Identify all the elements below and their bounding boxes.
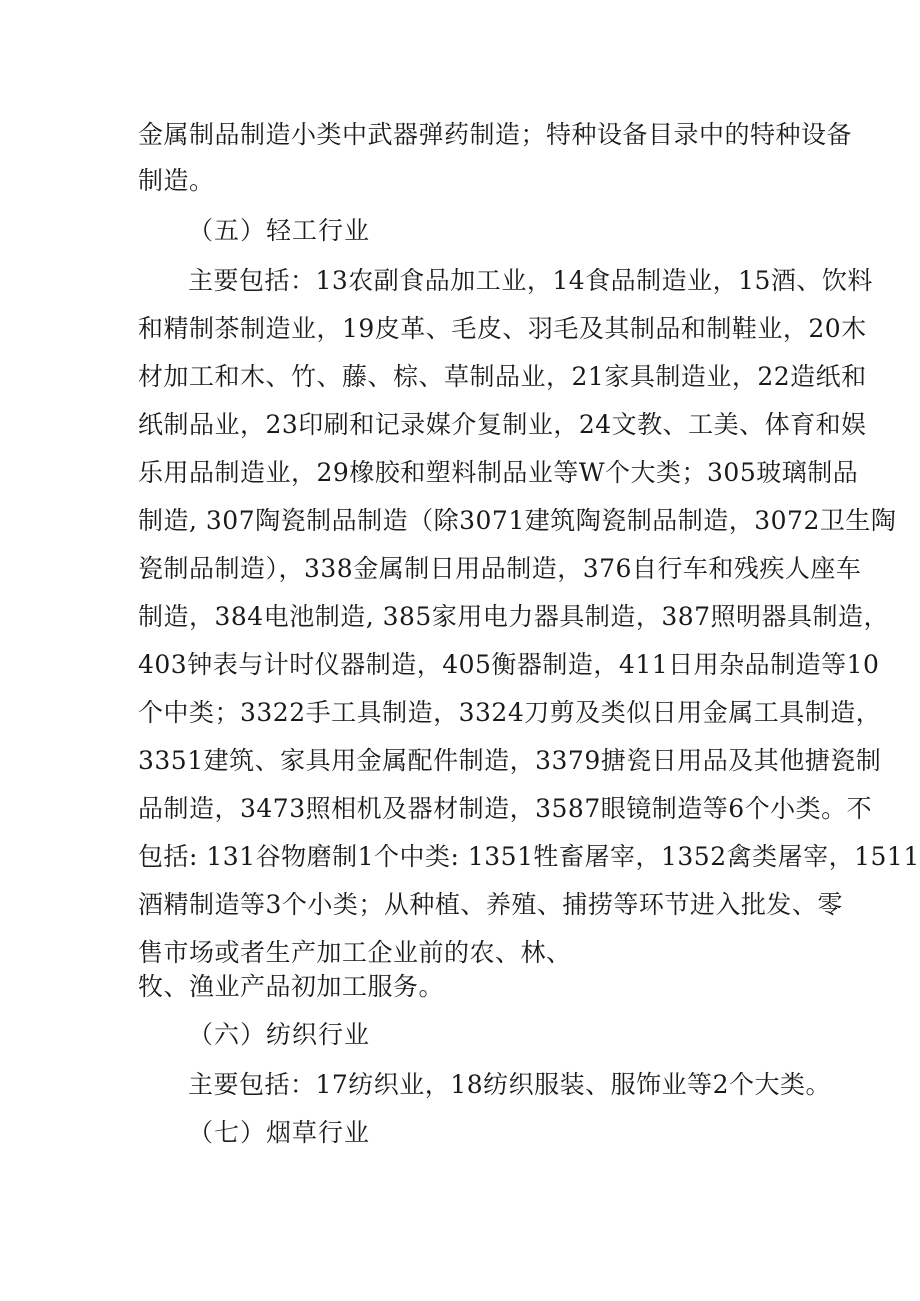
section-heading-tobacco-industry: （七）烟草行业 xyxy=(188,1118,371,1147)
text-line-4: 和精制茶制造业，19皮革、毛皮、羽毛及其制品和制鞋业，20木 xyxy=(138,314,867,343)
text-line-8: 制造, 307陶瓷制品制造（除3071建筑陶瓷制品制造，3072卫生陶 xyxy=(138,506,897,535)
text-line-10: 制造，384电池制造, 385家用电力器具制造，387照明器具制造， xyxy=(138,602,890,631)
text-line-9: 瓷制品制造），338金属制日用品制造，376自行车和残疾人座车 xyxy=(138,554,862,583)
section-heading-light-industry: （五）轻工行业 xyxy=(188,216,371,245)
text-line-7: 乐用品制造业，29橡胶和塑料制品业等W个大类；305玻璃制品 xyxy=(138,458,859,487)
text-line-11: 403钟表与计时仪器制造，405衡器制造，411日用杂品制造等10 xyxy=(138,650,880,679)
text-line-14: 品制造，3473照相机及器材制造，3587眼镜制造等6个小类。不 xyxy=(138,794,873,823)
text-line-3: 主要包括：13农副食品加工业，14食品制造业，15酒、饮料 xyxy=(188,266,873,295)
section-heading-textile-industry: （六）纺织行业 xyxy=(188,1020,371,1049)
text-line-17: 售市场或者生产加工企业前的农、林、 xyxy=(138,938,572,967)
text-line-15: 包括: 131谷物磨制1个中类: 1351牲畜屠宰，1352禽类屠宰，1511 xyxy=(138,842,920,871)
text-line-5: 材加工和木、竹、藤、棕、草制品业，21家具制造业，22造纸和 xyxy=(138,362,867,391)
text-line-13: 3351建筑、家具用金属配件制造，3379搪瓷日用品及其他搪瓷制 xyxy=(138,746,882,775)
text-line-18: 牧、渔业产品初加工服务。 xyxy=(138,972,445,1001)
text-line-16: 酒精制造等3个小类；从种植、养殖、捕捞等环节进入批发、零 xyxy=(138,890,843,919)
text-line-12: 个中类；3322手工具制造，3324刀剪及类似日用金属工具制造， xyxy=(138,698,882,727)
text-line-6: 纸制品业，23印刷和记录媒介复制业，24文教、工美、体育和娱 xyxy=(138,410,867,439)
text-line-2: 制造。 xyxy=(138,166,215,195)
text-line-19: 主要包括：17纺织业，18纺织服装、服饰业等2个大类。 xyxy=(188,1070,832,1099)
text-line-1: 金属制品制造小类中武器弹药制造；特种设备目录中的特种设备 xyxy=(138,120,853,149)
